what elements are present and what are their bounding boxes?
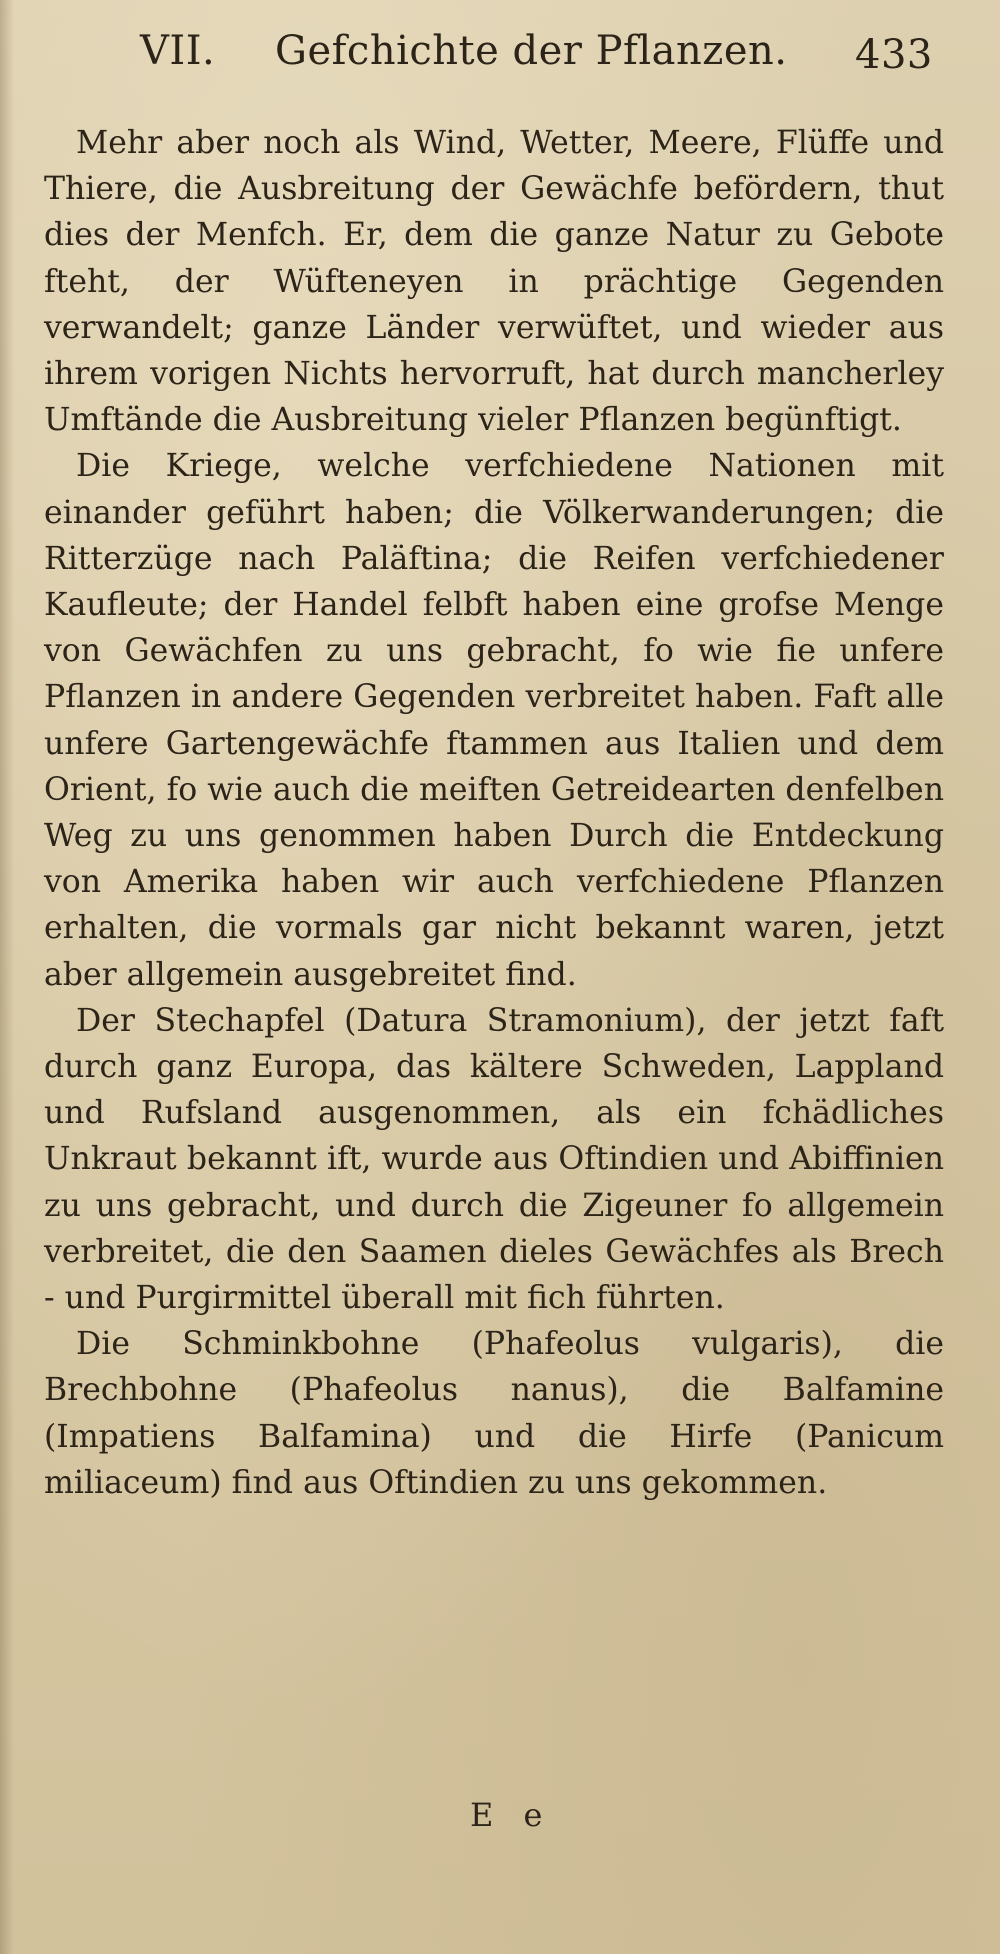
page-binding-shadow [0, 0, 14, 1954]
paragraph-1: Mehr aber noch als Wind, Wetter, Meere, Flüffe und Thiere, die Ausbreitung der Gewächfe befördern, thut dies der Menfch. Er, dem die ganze Natur zu Gebote fteht, der Wüfteneyen in prächtige Gegenden verwandelt; ganze Länder verwüftet, und wieder aus ihrem vorigen Nichts hervorruft, hat durch mancherley Umftände die Ausbreitung vieler Pflanzen begünftigt. [44, 125, 944, 439]
body-text [44, 120, 944, 1506]
signature-mark: E e [470, 1796, 553, 1834]
running-header [0, 22, 1000, 92]
paragraph-2: Die Kriege, welche verfchiedene Nationen mit einander geführt haben; die Völkerwanderungen; die Ritterzüge nach Paläftina; die Reifen verfchiedener Kaufleute; der Handel felbft haben eine grofse Menge von Gewächfen zu uns gebracht, fo wie fie unfere Pflanzen in andere Gegenden verbreitet haben. Faft alle unfere Gartengewächfe ftammen aus Italien und dem Orient, fo wie auch die meiften Getreidearten denfelben Weg zu uns genommen haben Durch die Entdeckung von Amerika haben wir auch verfchiedene Pflanzen erhalten, die vormals gar nicht bekannt waren, jetzt aber allgemein ausgebreitet find. [44, 448, 944, 993]
running-title: Gefchichte der Pflanzen. [275, 28, 788, 74]
paragraph-3: Der Stechapfel (Datura Stramonium), der jetzt faft durch ganz Europa, das kältere Schweden, Lappland und Rufsland ausgenommen, als ein fchädliches Unkraut bekannt ift, wurde aus Oftindien und Abiffinien zu uns gebracht, und durch die Zigeuner fo allgemein verbreitet, die den Saamen dieles Gewächfes als Brech - und Purgirmittel überall mit fich führten. [44, 1002, 944, 1317]
chapter-number: VII. [140, 28, 216, 74]
page-number: 433 [855, 32, 933, 78]
paragraph-4: Die Schminkbohne (Phafeolus vulgaris), die Brechbohne (Phafeolus nanus), die Balfamine (Impatiens Balfamina) und die Hirfe (Panicum miliaceum) find aus Oftindien zu uns gekommen. [44, 1326, 944, 1501]
